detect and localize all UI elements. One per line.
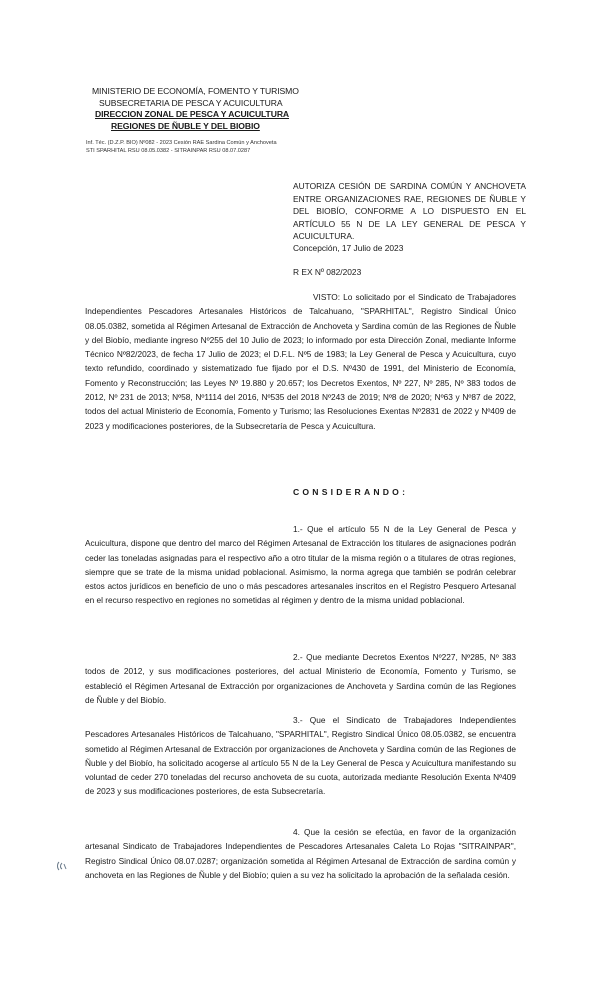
header-line-direccion-zonal: DIRECCION ZONAL DE PESCA Y ACUICULTURA xyxy=(95,109,290,120)
resolution-subject: AUTORIZA CESIÓN DE SARDINA COMÚN Y ANCHOVETA ENTRE ORGANIZACIONES RAE, REGIONES DE ÑUBLE Y DEL BIOBÍO, CONFORME A LO DISPUESTO EN EL ARTÍCULO 55 N DE LA LEY GENERAL DE PESCA Y ACUICULTURA. xyxy=(293,181,526,242)
reference-lines xyxy=(86,139,277,155)
considerando-paragraph-2: 2.- Que mediante Decretos Exentos Nº227, Nº285, Nº 383 todos de 2012, y sus modificaciones posteriores, del actual Ministerio de Economía, Fomento y Turismo, se estableció el Régimen Artesanal de Extracción por organizaciones de Anchoveta y Sardina común de las Regiones de Ñuble y del Biobío. xyxy=(85,652,516,705)
header-line-subsecretaria: SUBSECRETARIA DE PESCA Y ACUICULTURA xyxy=(99,97,283,108)
header-line-ministry: MINISTERIO DE ECONOMÍA, FOMENTO Y TURISMO xyxy=(92,86,299,96)
considerando-paragraph-4: 4. Que la cesión se efectúa, en favor de la organización artesanal Sindicato de Trabajadores Independientes de Pescadores Artesanales Caleta Lo Rojas "SITRAINPAR", Registro Sindical Único 08.07.0287; organización sometida al Régimen Artesanal de Extracción de sardina común y anchoveta en las Regiones de Ñuble y del Biobío; quien a su vez ha solicitado la aprobación de la señalada cesión. xyxy=(85,827,516,880)
visto-paragraph: VISTO: Lo solicitado por el Sindicato de Trabajadores Independientes Pescadores Artesanales Históricos de Talcahuano, "SPARHITAL", Registro Sindical Único 08.05.0382, sometida al Régimen Artesanal de Extracción de Anchoveta y Sardina común de las Regiones de Ñuble y del Biobío, mediante ingreso Nº255 del 10 Julio de 2023; lo informado por esta Dirección Zonal, mediante Informe Técnico Nº82/2023, de fecha 17 Julio de 2023; el D.F.L. Nº5 de 1983; la Ley General de Pesca y Acuicultura, cuyo texto refundido, coordinado y sistematizado fue fijado por el D.S. Nº430 de 1991, del Ministerio de Economía, Fomento y Reconstrucción; las Leyes Nº 19.880 y 20.657; los Decretos Exentos, Nº 227, Nº 285, Nº 383 todos de 2012, Nº 231 de 2013; Nº58, Nº1114 del 2016, Nº535 del 2018 Nº243 de 2019; Nº8 de 2020; Nº63 y Nº87 de 2022, todos del actual Ministerio de Economía, Fomento y Turismo; las Resoluciones Exentas Nº2831 de 2022 y Nº409 de 2023 y modificaciones posteriores, de la Subsecretaría de Pesca y Acuicultura. xyxy=(85,292,516,431)
considerando-paragraph-1: 1.- Que el artículo 55 N de la Ley General de Pesca y Acuicultura, dispone que dentro del marco del Régimen Artesanal de Extracción los titulares de asignaciones podrán ceder las toneladas asignadas para el respectivo año a otro titular de la misma región o a titulares de otras regiones, siempre que se trate de la misma unidad poblacional. Asimismo, la norma agrega que también se podrán celebrar estos actos jurídicos en beneficio de uno o más pescadores artesanales inscritos en el Registro Pesquero Artesanal en el recurso respectivo en regiones no sometidas al régimen y dentro de la misma unidad poblacional. xyxy=(85,524,516,606)
ministry-header xyxy=(92,86,299,132)
resolution-number: R EX Nº 082/2023 xyxy=(293,267,362,277)
resolution-date: Concepción, 17 Julio de 2023 xyxy=(293,243,404,253)
document-margin-mark-icon xyxy=(56,860,68,872)
considerando-paragraph-3: 3.- Que el Sindicato de Trabajadores Independientes Pescadores Artesanales Históricos de Talcahuano, "SPARHITAL", Registro Sindical Único 08.05.0382, se encuentra sometido al Régimen Artesanal de Extracción por organizaciones de Anchoveta y Sardina común de las Regiones de Ñuble y del Biobío, ha solicitado acogerse al artículo 55 N de la Ley General de Pesca y Acuicultura manifestando su voluntad de ceder 270 toneladas del recurso anchoveta de su cuota, autorizada mediante Resolución Exenta Nº409 de 2023 y sus modificaciones posteriores, de esta Subsecretaría. xyxy=(85,715,516,797)
reference-line: STI SPARHITAL RSU 08.05.0382 - SITRAINPAR RSU 08.07.0287 xyxy=(86,148,251,154)
header-line-regiones: REGIONES DE ÑUBLE Y DEL BIOBIO xyxy=(111,120,260,131)
reference-line: Inf. Téc. (D.Z.P. BIO) Nº082 - 2023 Cesión RAE Sardina Común y Anchoveta xyxy=(86,140,277,146)
considerando-heading: CONSIDERANDO: xyxy=(293,487,409,497)
